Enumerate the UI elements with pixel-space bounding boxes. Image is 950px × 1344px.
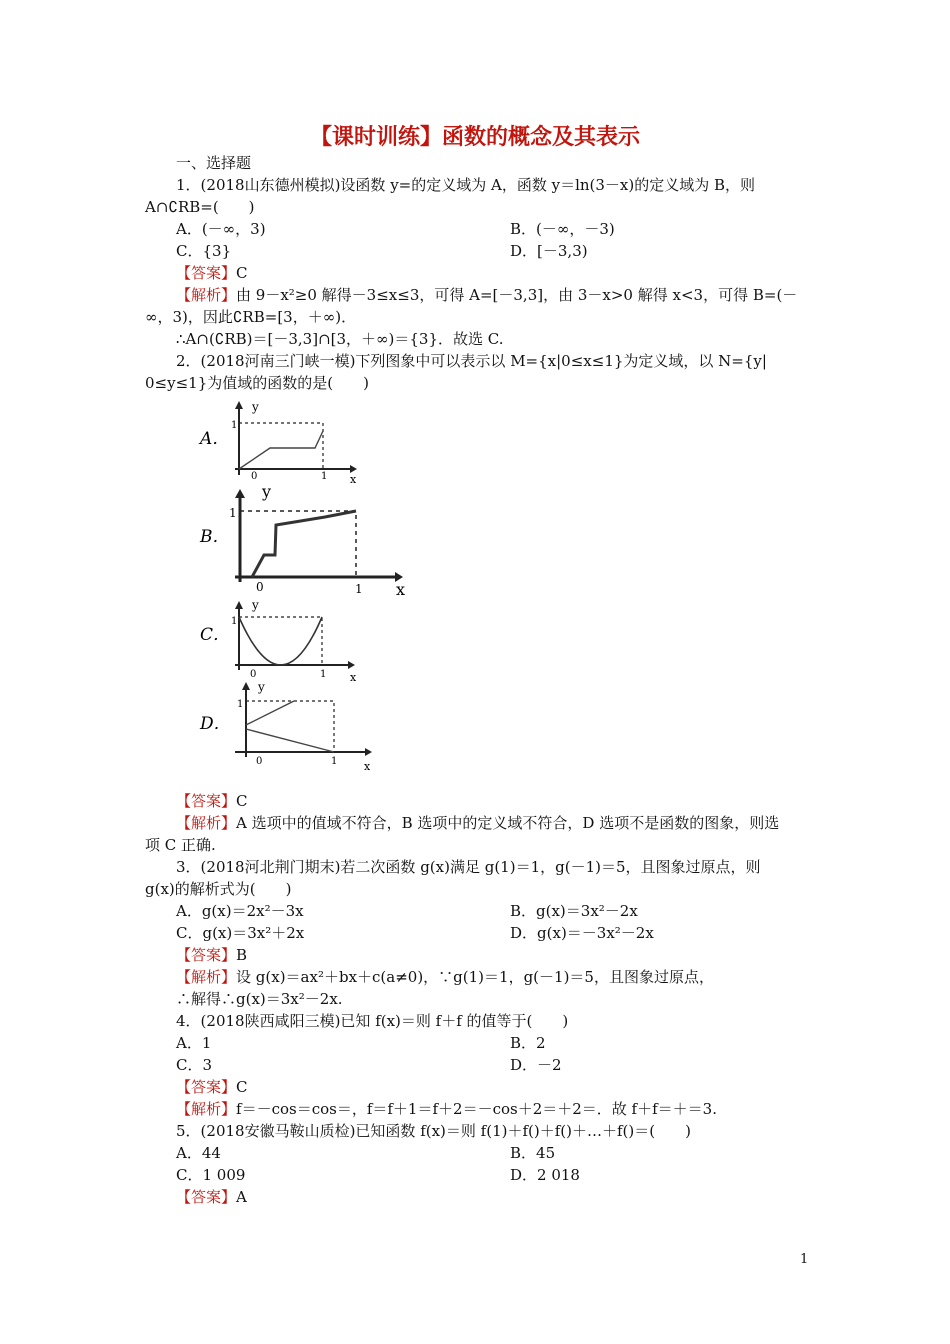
origin-label: 0 [256, 580, 264, 594]
q2-answer [176, 791, 248, 811]
graph-label: D． [200, 714, 231, 734]
y-axis-label: y [262, 482, 272, 501]
page-title: 【课时训练】函数的概念及其表示 [309, 125, 640, 150]
graph-d [199, 680, 372, 773]
answer-tag: 【答案】 [176, 946, 237, 964]
y-tick-1: 1 [231, 420, 238, 431]
unit-box [246, 701, 334, 752]
section-heading: 一、选择题 [176, 154, 252, 172]
q1-analysis-line1 [176, 285, 797, 305]
q1-analysis-line3: ∴A∩(∁RB)＝[－3,3]∩[3，＋∞)＝{3}．故选 C. [176, 330, 504, 348]
x-tick-1: 1 [355, 582, 363, 596]
q4-option-b: B．2 [510, 1034, 546, 1052]
analysis-text: 由 9－x²≥0 解得－3≤x≤3，可得 A=[－3,3]，由 3－x>0 解得 x<3，可得 B=(－ [236, 286, 798, 304]
y-tick-1: 1 [237, 699, 244, 710]
x-axis-label: x [350, 473, 357, 486]
y-arrow [235, 601, 243, 609]
analysis-tag: 【解析】 [176, 968, 237, 986]
q4-option-d: D．－2 [510, 1056, 562, 1074]
q5-stem: 5．(2018安徽马鞍山质检)已知函数 f(x)＝则 f(1)＋f()＋f()＋…＋f()＝( ) [176, 1122, 691, 1140]
answer-tag: 【答案】 [176, 1078, 237, 1096]
graph-label: C． [200, 625, 231, 645]
q4-analysis-line1 [176, 1099, 717, 1119]
answer-tag: 【答案】 [176, 792, 237, 810]
q5-option-a: A．44 [176, 1144, 221, 1162]
q1-stem-line1: 1．(2018山东德州模拟)设函数 y=的定义域为 A，函数 y＝ln(3－x)的定义域为 B，则 [176, 176, 756, 194]
x-axis-label: x [350, 671, 357, 684]
q3-option-a: A．g(x)＝2x²－3x [176, 902, 304, 920]
y-axis-label: y [252, 400, 259, 414]
answer-value: A [236, 1188, 247, 1206]
answer-value: B [236, 946, 248, 964]
q3-stem-line1: 3．(2018河北荆门期末)若二次函数 g(x)满足 g(1)＝1，g(－1)＝5，且图象过原点，则 [176, 858, 761, 876]
curve [252, 511, 356, 577]
answer-tag: 【答案】 [176, 264, 237, 282]
q5-option-c: C．1 009 [176, 1166, 246, 1184]
function-graphs [190, 395, 430, 785]
answer-value: C [236, 792, 248, 810]
q5-answer [176, 1187, 247, 1207]
curve-upper [246, 701, 294, 725]
y-tick-1: 1 [231, 616, 238, 627]
y-axis-label: y [252, 598, 259, 612]
q4-answer [176, 1077, 248, 1097]
y-arrow [235, 489, 245, 498]
y-arrow [242, 682, 250, 690]
answer-value: C [236, 264, 248, 282]
unit-box [239, 423, 323, 469]
x-axis-label: x [364, 760, 371, 773]
q2-analysis-line1 [176, 813, 779, 833]
x-tick-1: 1 [331, 756, 338, 767]
q4-stem: 4．(2018陕西咸阳三模)已知 f(x)＝则 f＋f 的值等于( ) [176, 1012, 569, 1030]
q5-option-d: D．2 018 [510, 1166, 580, 1184]
analysis-text: 设 g(x)＝ax²＋bx＋c(a≠0)，∵g(1)＝1，g(－1)＝5，且图象过原点， [236, 968, 714, 986]
q1-option-a: A．(－∞，3) [176, 220, 266, 238]
origin-label: 0 [256, 756, 263, 767]
graph-b [199, 482, 405, 599]
analysis-text: A 选项中的值域不符合，B 选项中的定义域不符合，D 选项不是函数的图象，则选 [236, 814, 780, 832]
analysis-text: f＝－cos＝cos＝，f＝f＋1＝f＋2＝－cos＋2＝＋2＝．故 f＋f＝＋＝3. [236, 1100, 717, 1118]
graph-a [198, 400, 357, 486]
answer-tag: 【答案】 [176, 1188, 237, 1206]
y-tick-1: 1 [229, 506, 237, 520]
q2-stem-line2: 0≤y≤1}为值域的函数的是( ) [145, 374, 369, 392]
curve-lower [246, 729, 334, 752]
q1-option-c: C．{3} [176, 242, 232, 260]
q5-option-b: B．45 [510, 1144, 556, 1162]
q1-option-d: D．[－3,3) [510, 242, 588, 260]
page-number: 1 [800, 1252, 809, 1267]
x-arrow [350, 465, 357, 473]
q2-analysis-line2: 项 C 正确. [145, 836, 216, 854]
q3-option-d: D．g(x)＝－3x²－2x [510, 924, 654, 942]
q3-analysis-line2: ∴解得∴g(x)＝3x²－2x. [176, 990, 343, 1008]
q2-stem-line1: 2．(2018河南三门峡一模)下列图象中可以表示以 M={x|0≤x≤1}为定义域，以 N={y| [176, 352, 767, 370]
q3-answer [176, 945, 247, 965]
answer-value: C [236, 1078, 248, 1096]
x-arrow [365, 748, 372, 756]
q1-answer [176, 263, 248, 283]
analysis-tag: 【解析】 [176, 1100, 237, 1118]
q1-option-b: B．(－∞，－3) [510, 220, 615, 238]
x-axis-label: x [396, 580, 406, 599]
graph-label: B． [200, 527, 230, 547]
curve [239, 431, 323, 469]
y-arrow [235, 401, 243, 409]
y-axis-label: y [258, 680, 265, 694]
q4-option-a: A．1 [176, 1034, 212, 1052]
q4-option-c: C．3 [176, 1056, 213, 1074]
curve [239, 617, 322, 665]
x-tick-1: 1 [320, 669, 327, 680]
q3-stem-line2: g(x)的解析式为( ) [145, 880, 292, 898]
x-arrow [348, 661, 355, 669]
graph-c [200, 598, 357, 684]
graph-label: A． [200, 429, 230, 449]
analysis-tag: 【解析】 [176, 814, 237, 832]
q3-option-c: C．g(x)＝3x²＋2x [176, 924, 305, 942]
q1-stem-line2: A∩∁RB=( ) [145, 198, 255, 216]
origin-label: 0 [251, 471, 258, 482]
analysis-tag: 【解析】 [176, 286, 237, 304]
q1-analysis-line2: ∞，3)，因此∁RB=[3，＋∞)． [145, 308, 357, 326]
q3-analysis-line1 [176, 967, 714, 987]
q3-option-b: B．g(x)＝3x²－2x [510, 902, 638, 920]
x-tick-1: 1 [321, 471, 328, 482]
origin-label: 0 [250, 669, 257, 680]
